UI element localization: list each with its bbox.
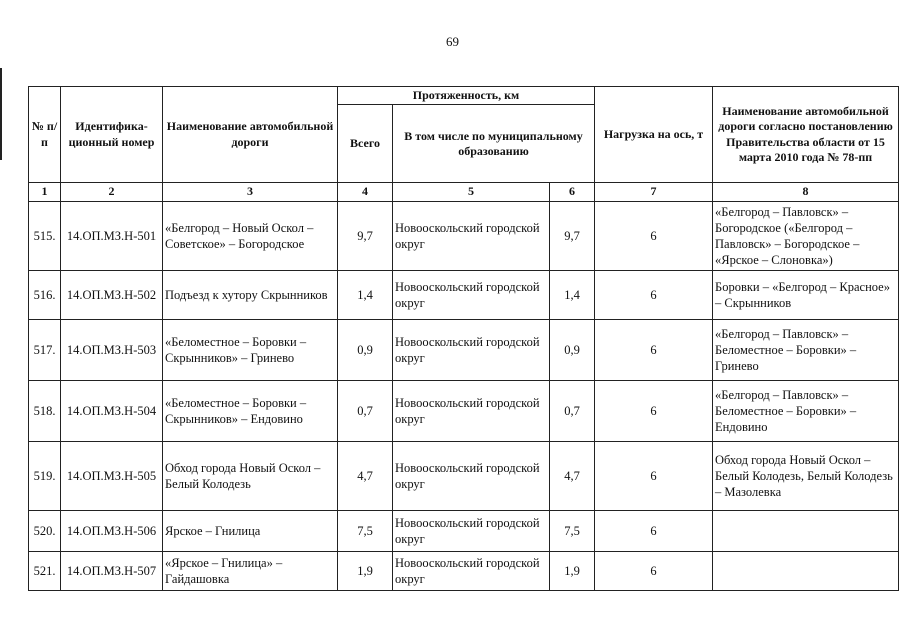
row-load: 6 <box>595 551 713 590</box>
roads-table <box>28 86 899 591</box>
row-load: 6 <box>595 380 713 441</box>
row-name: «Ярское – Гнилица» – Гайдашовка <box>163 551 338 590</box>
row-total: 4,7 <box>338 441 393 510</box>
row-name: «Белгород – Новый Оскол – Советское» – Богородское <box>163 201 338 270</box>
row-num: 520. <box>29 510 61 551</box>
col-number: 8 <box>713 183 899 201</box>
row-total: 9,7 <box>338 201 393 270</box>
row-decree: «Белгород – Павловск» – Беломестное – Боровки» – Гринево <box>713 319 899 380</box>
row-municipality: Новооскольский городской округ <box>393 201 550 270</box>
row-total: 1,4 <box>338 270 393 319</box>
row-total: 0,7 <box>338 380 393 441</box>
table-row <box>29 319 899 380</box>
row-id: 14.ОП.МЗ.Н-503 <box>61 319 163 380</box>
row-mun-len: 0,7 <box>550 380 595 441</box>
row-name: Ярское – Гнилица <box>163 510 338 551</box>
row-municipality: Новооскольский городской округ <box>393 319 550 380</box>
header-decree: Наименование автомобильной дороги согласно постановлению Правительства области от 15 марта 2010 года № 78-пп <box>713 87 899 183</box>
row-id: 14.ОП.МЗ.Н-507 <box>61 551 163 590</box>
col-number: 6 <box>550 183 595 201</box>
header-name: Наименование автомобильной дороги <box>163 87 338 183</box>
row-decree: «Белгород – Павловск» – Богородское («Белгород – Павловск» – Богородское – «Ярское – Слоновка») <box>713 201 899 270</box>
row-mun-len: 9,7 <box>550 201 595 270</box>
row-num: 519. <box>29 441 61 510</box>
row-mun-len: 4,7 <box>550 441 595 510</box>
table-row <box>29 201 899 270</box>
row-municipality: Новооскольский городской округ <box>393 380 550 441</box>
row-load: 6 <box>595 319 713 380</box>
row-mun-len: 7,5 <box>550 510 595 551</box>
row-num: 521. <box>29 551 61 590</box>
header-incl: В том числе по муниципальному образованию <box>393 105 595 183</box>
col-number: 2 <box>61 183 163 201</box>
row-decree <box>713 510 899 551</box>
row-municipality: Новооскольский городской округ <box>393 551 550 590</box>
row-mun-len: 1,4 <box>550 270 595 319</box>
row-decree: Обход города Новый Оскол – Белый Колодезь, Белый Колодезь – Мазолевка <box>713 441 899 510</box>
table-row <box>29 380 899 441</box>
row-municipality: Новооскольский городской округ <box>393 510 550 551</box>
row-decree: Боровки – «Белгород – Красное» – Скрынников <box>713 270 899 319</box>
row-decree <box>713 551 899 590</box>
row-id: 14.ОП.МЗ.Н-506 <box>61 510 163 551</box>
table-row <box>29 441 899 510</box>
row-id: 14.ОП.МЗ.Н-505 <box>61 441 163 510</box>
row-municipality: Новооскольский городской округ <box>393 441 550 510</box>
row-id: 14.ОП.МЗ.Н-502 <box>61 270 163 319</box>
row-id: 14.ОП.МЗ.Н-501 <box>61 201 163 270</box>
table-row <box>29 551 899 590</box>
page-edge-line <box>0 68 2 160</box>
col-number: 1 <box>29 183 61 201</box>
col-number: 5 <box>393 183 550 201</box>
row-mun-len: 1,9 <box>550 551 595 590</box>
row-decree: «Белгород – Павловск» – Беломестное – Боровки» – Ендовино <box>713 380 899 441</box>
row-name: Обход города Новый Оскол – Белый Колодезь <box>163 441 338 510</box>
row-name: Подъезд к хутору Скрынников <box>163 270 338 319</box>
row-name: «Беломестное – Боровки – Скрынников» – Гринево <box>163 319 338 380</box>
row-total: 7,5 <box>338 510 393 551</box>
row-load: 6 <box>595 441 713 510</box>
header-load: Нагрузка на ось, т <box>595 87 713 183</box>
page-number: 69 <box>446 34 459 49</box>
col-number: 3 <box>163 183 338 201</box>
header-num: № п/п <box>29 87 61 183</box>
row-name: «Беломестное – Боровки – Скрынников» – Ендовино <box>163 380 338 441</box>
row-load: 6 <box>595 201 713 270</box>
header-length-group: Протяженность, км <box>338 87 595 105</box>
row-num: 516. <box>29 270 61 319</box>
table-row <box>29 510 899 551</box>
row-num: 518. <box>29 380 61 441</box>
row-mun-len: 0,9 <box>550 319 595 380</box>
row-load: 6 <box>595 270 713 319</box>
row-municipality: Новооскольский городской округ <box>393 270 550 319</box>
table-row <box>29 270 899 319</box>
row-num: 517. <box>29 319 61 380</box>
row-id: 14.ОП.МЗ.Н-504 <box>61 380 163 441</box>
row-total: 0,9 <box>338 319 393 380</box>
header-total: Всего <box>338 105 393 183</box>
header-id: Идентифика-ционный номер <box>61 87 163 183</box>
col-number: 4 <box>338 183 393 201</box>
col-number: 7 <box>595 183 713 201</box>
row-total: 1,9 <box>338 551 393 590</box>
row-load: 6 <box>595 510 713 551</box>
row-num: 515. <box>29 201 61 270</box>
